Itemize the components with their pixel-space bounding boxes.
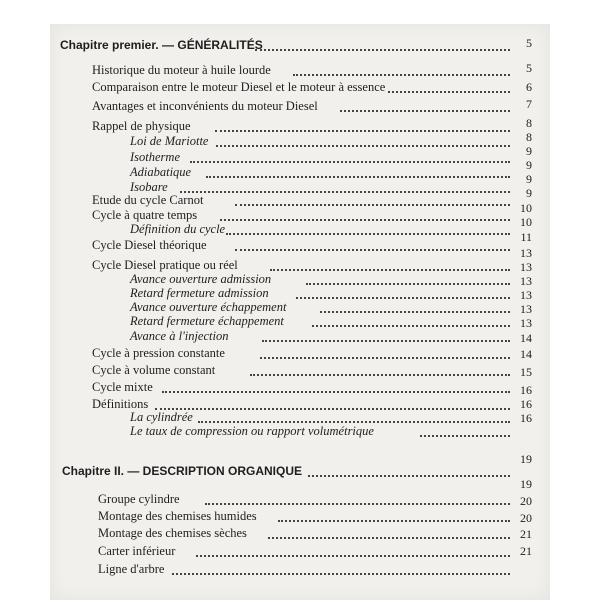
- dot-leader: [172, 573, 510, 575]
- entry-text: Montage des chemises humides: [98, 509, 257, 523]
- page-number-row: [50, 316, 550, 332]
- page-number: 20: [520, 494, 532, 508]
- entry-text: Rappel de physique: [92, 119, 191, 133]
- page-number: 8: [526, 130, 532, 144]
- page-number: 13: [520, 260, 532, 274]
- page-number-row: [50, 411, 550, 427]
- page-number-row: [50, 186, 550, 202]
- page-number: 13: [520, 288, 532, 302]
- entry-text: Le taux de compression ou rapport volumétrique: [130, 424, 374, 438]
- entry-text: Cycle à pression constante: [92, 346, 225, 360]
- page-number: 7: [526, 97, 532, 111]
- page-number-row: [50, 365, 550, 381]
- page-number: 5: [526, 36, 532, 50]
- entry-text: Etude du cycle Carnot: [92, 193, 204, 207]
- page-number: 16: [520, 411, 532, 425]
- page-number: 8: [526, 116, 532, 130]
- page-number: 13: [520, 316, 532, 330]
- page-number: 19: [520, 452, 532, 466]
- page-number: 10: [520, 215, 532, 229]
- page-number: 9: [526, 144, 532, 158]
- entry-text: Avance ouverture échappement: [130, 300, 287, 314]
- entry-text: Cycle à quatre temps: [92, 208, 198, 222]
- page-number-row: [50, 97, 550, 113]
- page-number-row: [50, 544, 550, 560]
- entry-text: Définition du cycle: [130, 222, 226, 236]
- chapter-title: Chapitre premier. — GÉNÉRALITÉS: [60, 38, 263, 52]
- entry-text: Historique du moteur à huile lourde: [92, 63, 271, 77]
- page-number-row: [50, 331, 550, 347]
- entry-text: Cycle à volume constant: [92, 363, 216, 377]
- entry-text: Isotherme: [130, 150, 180, 164]
- page-number: 6: [526, 80, 532, 94]
- page-number: 16: [520, 383, 532, 397]
- page-number: 13: [520, 246, 532, 260]
- entry-text: Loi de Mariotte: [130, 134, 209, 148]
- page-number-row: [50, 527, 550, 543]
- page-number: 9: [526, 172, 532, 186]
- page-number: 9: [526, 158, 532, 172]
- entry-text: Groupe cylindre: [98, 492, 180, 506]
- entry-text: Ligne d'arbre: [98, 562, 165, 576]
- chapter-title: Chapitre II. — DESCRIPTION ORGANIQUE: [62, 464, 303, 478]
- page-number: 9: [526, 186, 532, 200]
- entry-text: Adiabatique: [130, 165, 192, 179]
- entry-text: Avantages et inconvénients du moteur Diesel: [92, 99, 318, 113]
- entry-text: Avance à l'injection: [130, 329, 229, 343]
- page-number-row: [50, 80, 550, 96]
- page-number: 14: [520, 331, 532, 345]
- page-number: 16: [520, 397, 532, 411]
- entry-text: Avance ouverture admission: [130, 272, 272, 286]
- entry-text: Comparaison entre le moteur Diesel et le moteur à essence: [92, 80, 386, 94]
- dot-leader: [420, 435, 510, 437]
- toc-entry: [50, 562, 550, 578]
- page-number-row: [50, 230, 550, 246]
- page-number: 19: [520, 477, 532, 491]
- entry-text: Cycle Diesel théorique: [92, 238, 207, 252]
- entry-text: Cycle mixte: [92, 380, 153, 394]
- page-number: 21: [520, 527, 532, 541]
- entry-text: Définitions: [92, 397, 149, 411]
- page-number: 14: [520, 347, 532, 361]
- page-number: 15: [520, 365, 532, 379]
- page-number: 13: [520, 302, 532, 316]
- page-number-row: [50, 36, 550, 52]
- page-number: 10: [520, 201, 532, 215]
- page-number-row: [50, 347, 550, 363]
- page-number: 20: [520, 511, 532, 525]
- page-number-row: [50, 61, 550, 77]
- page-number-row: [50, 477, 550, 493]
- entry-text: Carter inférieur: [98, 544, 176, 558]
- entry-text: Retard fermeture échappement: [130, 314, 284, 328]
- entry-text: Cycle Diesel pratique ou réel: [92, 258, 238, 272]
- entry-text: Montage des chemises sèches: [98, 526, 247, 540]
- page-number: 11: [520, 230, 532, 244]
- toc-page: [50, 24, 550, 600]
- page-number: 21: [520, 544, 532, 558]
- page-number-row: [50, 215, 550, 231]
- page-number-row: [50, 511, 550, 527]
- entry-text: La cylindrée: [130, 410, 193, 424]
- entry-text: Retard fermeture admission: [130, 286, 269, 300]
- page-number: 13: [520, 274, 532, 288]
- page-number: 5: [526, 61, 532, 75]
- entry-text: Isobare: [130, 180, 168, 194]
- page-number-row: [50, 494, 550, 510]
